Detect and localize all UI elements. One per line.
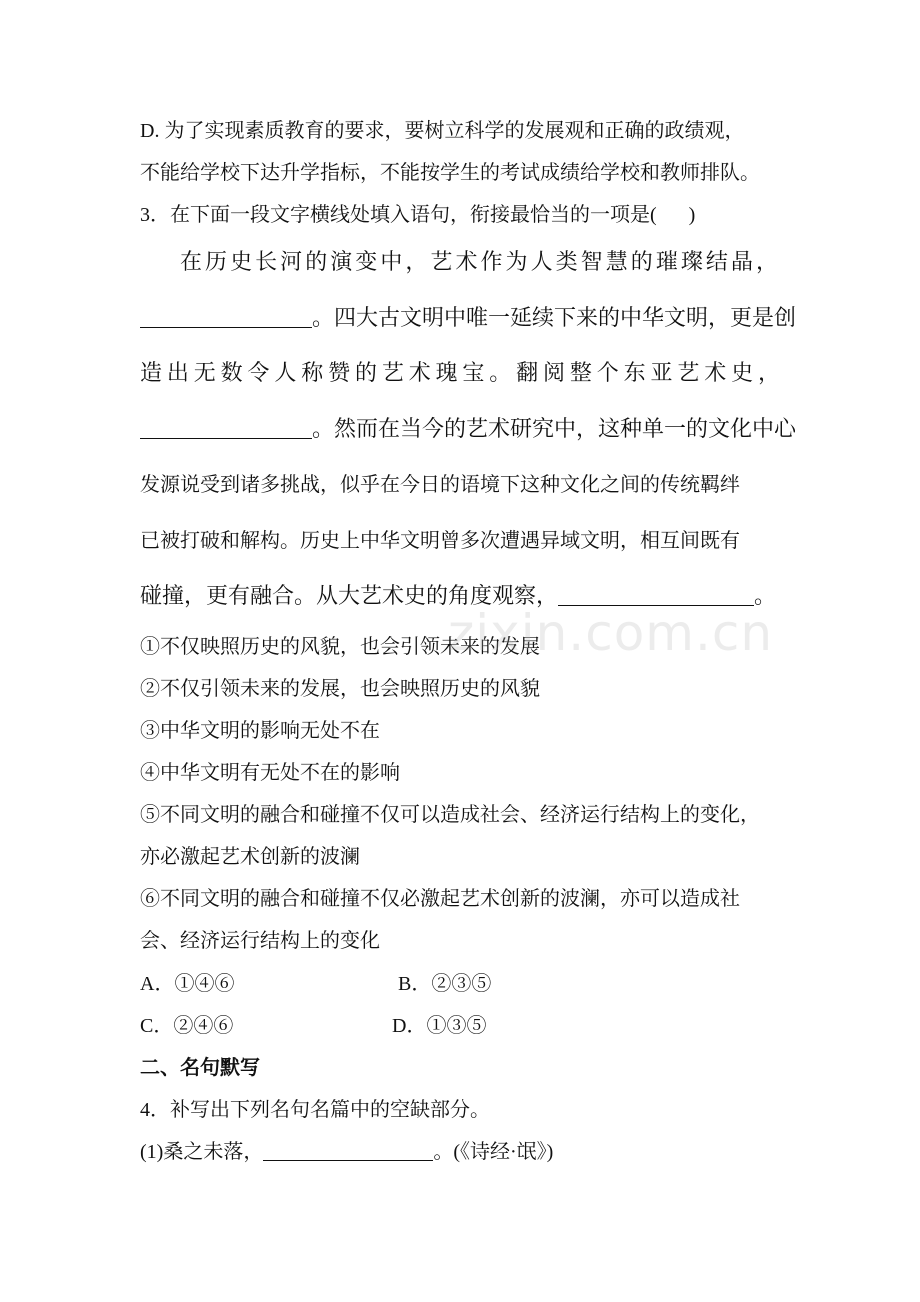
- choice-d[interactable]: D．①③⑤: [392, 1015, 487, 1037]
- passage-line-2: [140, 301, 796, 332]
- passage-line-6: 已被打破和解构。历史上中华文明曾多次遭遇异域文明，相互间既有: [140, 528, 740, 552]
- q4-item-1-source: 。(《诗经·氓》): [433, 1141, 554, 1163]
- item-5-line2: 亦必激起艺术创新的波澜: [140, 846, 360, 868]
- fill-blank-1[interactable]: [140, 305, 312, 328]
- passage-line-2-text: 。四大古文明中唯一延续下来的中华文明，更是创: [312, 306, 797, 331]
- passage-line-4-text: 。然而在当今的艺术研究中，这种单一的文化中心: [312, 417, 797, 442]
- passage-line-5: 发源说受到诸多挑战，似乎在今日的语境下这种文化之间的传统羁绊: [140, 472, 740, 496]
- passage-line-7-end: 。: [754, 584, 777, 609]
- passage-line-4: [140, 412, 796, 443]
- item-4: ④中华文明有无处不在的影响: [140, 762, 400, 784]
- q3-stem-text: 3．在下面一段文字横线处填入语句，衔接最恰当的一项是(: [140, 204, 657, 226]
- q4-stem: 4．补写出下列名句名篇中的空缺部分。: [140, 1099, 490, 1121]
- q3-stem-close: ): [688, 204, 696, 226]
- item-3: ③中华文明的影响无处不在: [140, 720, 380, 742]
- fill-blank-3[interactable]: [558, 583, 754, 606]
- item-2: ②不仅引领未来的发展，也会映照历史的风貌: [140, 678, 540, 700]
- q3-stem: [140, 198, 695, 227]
- item-6-line1: ⑥不同文明的融合和碰撞不仅必激起艺术创新的波澜，亦可以造成社: [140, 888, 740, 910]
- section-heading: 二、名句默写: [140, 1057, 260, 1079]
- choice-b[interactable]: B．②③⑤: [398, 973, 492, 995]
- q2-option-d-line2: 不能给学校下达升学指标，不能按学生的考试成绩给学校和教师排队。: [140, 162, 760, 184]
- watermark: zixin.com.cn: [448, 604, 774, 662]
- q4-item-1-text: (1)桑之未落，: [140, 1141, 264, 1163]
- passage-line-7-text: 碰撞，更有融合。从大艺术史的角度观察，: [140, 584, 559, 609]
- passage-line-3: 造出无数令人称赞的艺术瑰宝。翻阅整个东亚艺术史，: [140, 361, 780, 386]
- fill-blank-4[interactable]: [263, 1140, 433, 1161]
- item-6-line2: 会、经济运行结构上的变化: [140, 930, 380, 952]
- q4-item-1: [140, 1135, 553, 1164]
- item-5-line1: ⑤不同文明的融合和碰撞不仅可以造成社会、经济运行结构上的变化，: [140, 804, 760, 826]
- q2-option-d-line1: D. 为了实现素质教育的要求，要树立科学的发展观和正确的政绩观，: [140, 120, 745, 142]
- fill-blank-2[interactable]: [140, 416, 312, 439]
- item-1: ①不仅映照历史的风貌，也会引领未来的发展: [140, 636, 540, 658]
- passage-line-1: 在历史长河的演变中，艺术作为人类智慧的璀璨结晶，: [180, 250, 778, 275]
- choice-c[interactable]: C．②④⑥: [140, 1015, 234, 1037]
- choice-a[interactable]: A．①④⑥: [140, 973, 235, 995]
